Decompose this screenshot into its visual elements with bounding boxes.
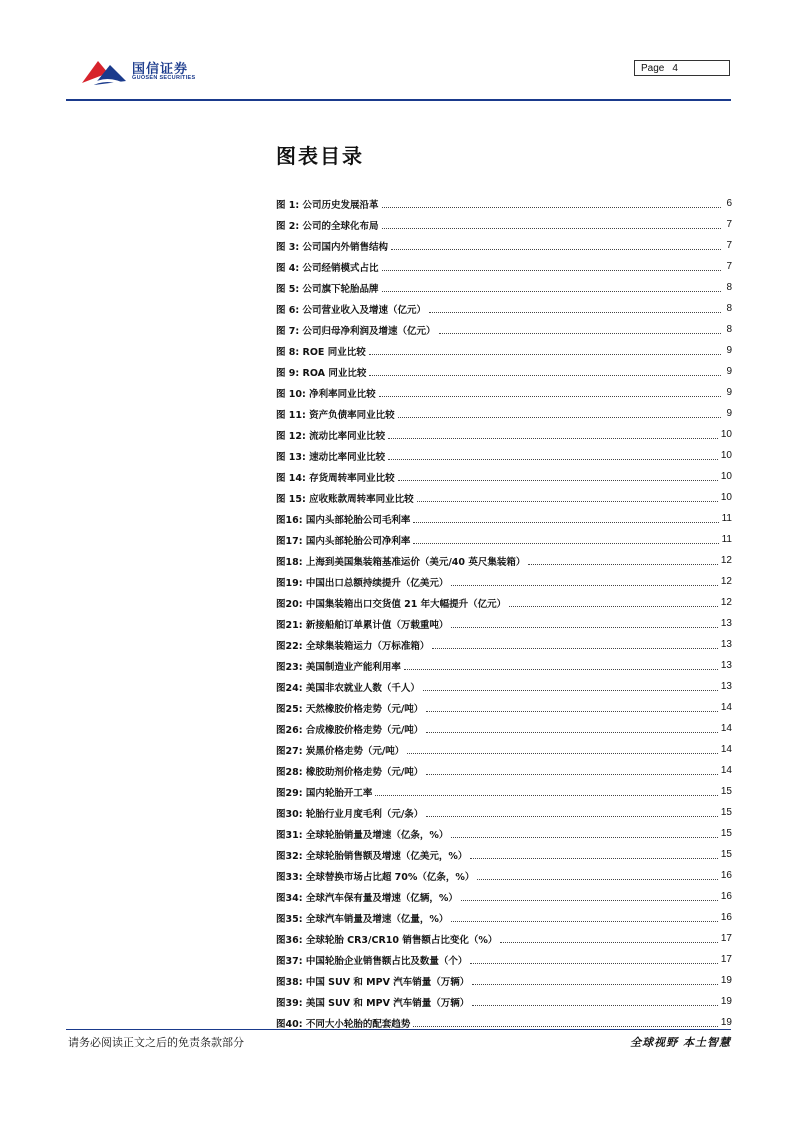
toc-leader-dots [451,584,718,586]
toc-entry-label: 图 12: 流动比率同业比较 [276,430,386,442]
toc-entry[interactable] [276,298,732,319]
toc-entry-label: 图38: 中国 SUV 和 MPV 汽车销量（万辆） [276,976,470,988]
toc-entry-page: 16 [720,870,732,881]
toc-leader-dots [369,353,721,355]
toc-entry-page: 14 [720,723,732,734]
toc-entry-page: 15 [720,849,732,860]
guosen-logo-icon [80,55,130,89]
toc-leader-dots [398,479,718,481]
toc-entry-page: 7 [726,240,732,251]
toc-entry-label: 图29: 国内轮胎开工率 [276,787,373,799]
toc-entry[interactable] [276,634,732,655]
toc-entry-label: 图 3: 公司国内外销售结构 [276,241,389,253]
toc-entry-label: 图19: 中国出口总额持续提升（亿美元） [276,577,449,589]
toc-entry-label: 图18: 上海到美国集装箱基准运价（美元/40 英尺集装箱） [276,556,526,568]
toc-entry-label: 图16: 国内头部轮胎公司毛利率 [276,514,411,526]
toc-entry-page: 13 [720,681,732,692]
toc-entry-page: 17 [720,954,732,965]
toc-entry[interactable] [276,214,732,235]
toc-entry-label: 图28: 橡胶助剂价格走势（元/吨） [276,766,424,778]
toc-entry-label: 图23: 美国制造业产能利用率 [276,661,401,673]
toc-entry[interactable] [276,907,732,928]
toc-leader-dots [426,731,718,733]
toc-entry-page: 12 [720,576,732,587]
toc-entry[interactable] [276,382,732,403]
toc-leader-dots [528,563,718,565]
toc-leader-dots [509,605,718,607]
toc-entry[interactable] [276,550,732,571]
toc-leader-dots [417,500,718,502]
toc-entry-page: 9 [726,366,732,377]
toc-entry[interactable] [276,613,732,634]
toc-leader-dots [451,920,718,922]
toc-entry[interactable] [276,886,732,907]
toc-entry[interactable] [276,508,732,529]
toc-leader-dots [477,878,717,880]
toc-entry-page: 14 [720,702,732,713]
toc-entry[interactable] [276,571,732,592]
toc-entry-label: 图 7: 公司归母净利润及增速（亿元） [276,325,436,337]
toc-entry-page: 19 [720,975,732,986]
toc-entry-label: 图17: 国内头部轮胎公司净利率 [276,535,411,547]
toc-entry-label: 图25: 天然橡胶价格走势（元/吨） [276,703,424,715]
toc-entry-page: 9 [726,387,732,398]
toc-entry-label: 图24: 美国非农就业人数（千人） [276,682,420,694]
toc-entry-page: 19 [720,996,732,1007]
toc-entry-page: 13 [720,660,732,671]
toc-entry-label: 图33: 全球替换市场占比超 70%（亿条，%） [276,871,475,883]
toc-leader-dots [472,983,718,985]
footer-slogan: 全球视野 本土智慧 [630,1036,731,1049]
toc-entry-page: 15 [720,807,732,818]
toc-leader-dots [439,332,721,334]
toc-leader-dots [382,206,721,208]
toc-entry[interactable] [276,718,732,739]
header-divider [66,99,731,101]
toc-entry-label: 图 11: 资产负债率同业比较 [276,409,395,421]
toc-entry-label: 图37: 中国轮胎企业销售额占比及数量（个） [276,955,468,967]
toc-leader-dots [375,794,718,796]
toc-leader-dots [451,836,718,838]
toc-leader-dots [426,773,718,775]
toc-entry-page: 13 [720,618,732,629]
toc-entry-label: 图 14: 存货周转率同业比较 [276,472,395,484]
toc-entry-label: 图21: 新接船舶订单累计值（万载重吨） [276,619,449,631]
figure-list [276,193,732,1033]
toc-entry[interactable] [276,256,732,277]
toc-leader-dots [382,290,721,292]
toc-entry-label: 图 4: 公司经销模式占比 [276,262,379,274]
toc-entry-page: 10 [720,429,732,440]
toc-entry[interactable] [276,823,732,844]
toc-leader-dots [407,752,718,754]
toc-entry-label: 图40: 不同大小轮胎的配套趋势 [276,1018,411,1030]
toc-entry-page: 16 [720,891,732,902]
guosen-logo [80,55,220,91]
toc-entry-page: 8 [726,282,732,293]
toc-entry[interactable] [276,655,732,676]
toc-title: 图表目录 [276,144,364,168]
toc-entry-label: 图 6: 公司营业收入及增速（亿元） [276,304,427,316]
toc-entry-label: 图 5: 公司旗下轮胎品牌 [276,283,379,295]
toc-entry[interactable] [276,802,732,823]
toc-entry-label: 图 9: ROA 同业比较 [276,367,367,379]
toc-entry-page: 11 [721,513,732,524]
toc-leader-dots [429,311,721,313]
toc-entry-label: 图 15: 应收账款周转率同业比较 [276,493,414,505]
toc-entry-page: 12 [720,597,732,608]
toc-entry[interactable] [276,865,732,886]
footer-divider [66,1029,731,1030]
toc-entry-page: 16 [720,912,732,923]
toc-entry-page: 7 [726,261,732,272]
toc-entry-page: 15 [720,786,732,797]
toc-entry-label: 图 1: 公司历史发展沿革 [276,199,379,211]
toc-entry[interactable] [276,361,732,382]
toc-entry[interactable] [276,928,732,949]
toc-entry-page: 14 [720,765,732,776]
toc-leader-dots [413,1025,718,1027]
toc-entry-label: 图20: 中国集装箱出口交货值 21 年大幅提升（亿元） [276,598,507,610]
toc-entry-label: 图31: 全球轮胎销量及增速（亿条，%） [276,829,449,841]
toc-entry-page: 8 [726,303,732,314]
logo-english-name: GUOSEN SECURITIES [132,75,196,81]
toc-entry-page: 10 [720,471,732,482]
toc-leader-dots [500,941,718,943]
toc-entry-label: 图 13: 速动比率同业比较 [276,451,386,463]
toc-entry[interactable] [276,991,732,1012]
toc-entry[interactable] [276,676,732,697]
toc-entry-page: 9 [726,345,732,356]
toc-leader-dots [451,626,718,628]
toc-leader-dots [426,710,718,712]
page-number: 4 [672,63,678,74]
toc-leader-dots [404,668,718,670]
toc-entry-label: 图22: 全球集装箱运力（万标准箱） [276,640,430,652]
toc-entry[interactable] [276,466,732,487]
toc-leader-dots [398,416,721,418]
toc-entry-label: 图 8: ROE 同业比较 [276,346,366,358]
toc-entry-label: 图32: 全球轮胎销售额及增速（亿美元，%） [276,850,468,862]
toc-entry-page: 10 [720,450,732,461]
toc-entry[interactable] [276,739,732,760]
toc-entry-page: 12 [720,555,732,566]
toc-entry-page: 8 [726,324,732,335]
toc-entry[interactable] [276,781,732,802]
toc-entry-label: 图36: 全球轮胎 CR3/CR10 销售额占比变化（%） [276,934,498,946]
toc-leader-dots [388,458,718,460]
toc-entry[interactable] [276,424,732,445]
toc-entry[interactable] [276,340,732,361]
toc-entry[interactable] [276,529,732,550]
page-header [0,0,793,104]
logo-chinese-name: 国信证券 [132,62,189,77]
toc-leader-dots [423,689,718,691]
toc-entry[interactable] [276,193,732,214]
toc-entry-label: 图35: 全球汽车销量及增速（亿量，%） [276,913,449,925]
toc-leader-dots [388,437,718,439]
toc-entry-page: 17 [720,933,732,944]
toc-entry[interactable] [276,403,732,424]
toc-entry[interactable] [276,277,732,298]
toc-entry[interactable] [276,970,732,991]
toc-entry-page: 9 [726,408,732,419]
toc-entry-page: 10 [720,492,732,503]
toc-leader-dots [413,521,718,523]
toc-leader-dots [382,269,721,271]
toc-entry-page: 15 [720,828,732,839]
toc-entry[interactable] [276,949,732,970]
toc-leader-dots [432,647,718,649]
toc-leader-dots [470,857,718,859]
toc-entry-label: 图26: 合成橡胶价格走势（元/吨） [276,724,424,736]
toc-leader-dots [461,899,718,901]
footer-disclaimer: 请务必阅读正文之后的免责条款部分 [68,1036,244,1049]
toc-entry-page: 14 [720,744,732,755]
toc-entry-page: 13 [720,639,732,650]
toc-entry[interactable] [276,592,732,613]
toc-entry-label: 图 2: 公司的全球化布局 [276,220,379,232]
toc-entry[interactable] [276,319,732,340]
toc-entry[interactable] [276,844,732,865]
toc-entry-label: 图 10: 净利率同业比较 [276,388,376,400]
page-number-box [634,60,730,76]
toc-entry-page: 19 [720,1017,732,1028]
toc-entry[interactable] [276,697,732,718]
toc-leader-dots [472,1004,718,1006]
toc-entry[interactable] [276,760,732,781]
toc-leader-dots [379,395,721,397]
toc-entry-label: 图27: 炭黑价格走势（元/吨） [276,745,405,757]
toc-entry[interactable] [276,445,732,466]
toc-leader-dots [413,542,718,544]
page-label: Page [641,63,665,74]
toc-leader-dots [470,962,718,964]
toc-entry-label: 图39: 美国 SUV 和 MPV 汽车销量（万辆） [276,997,470,1009]
toc-entry[interactable] [276,235,732,256]
toc-leader-dots [426,815,718,817]
toc-entry[interactable] [276,487,732,508]
toc-entry-page: 7 [726,219,732,230]
toc-entry-page: 11 [721,534,732,545]
toc-leader-dots [382,227,721,229]
toc-entry-page: 6 [726,198,732,209]
toc-entry-label: 图34: 全球汽车保有量及增速（亿辆，%） [276,892,458,904]
toc-leader-dots [391,248,721,250]
toc-entry-label: 图30: 轮胎行业月度毛利（元/条） [276,808,424,820]
toc-leader-dots [369,374,721,376]
